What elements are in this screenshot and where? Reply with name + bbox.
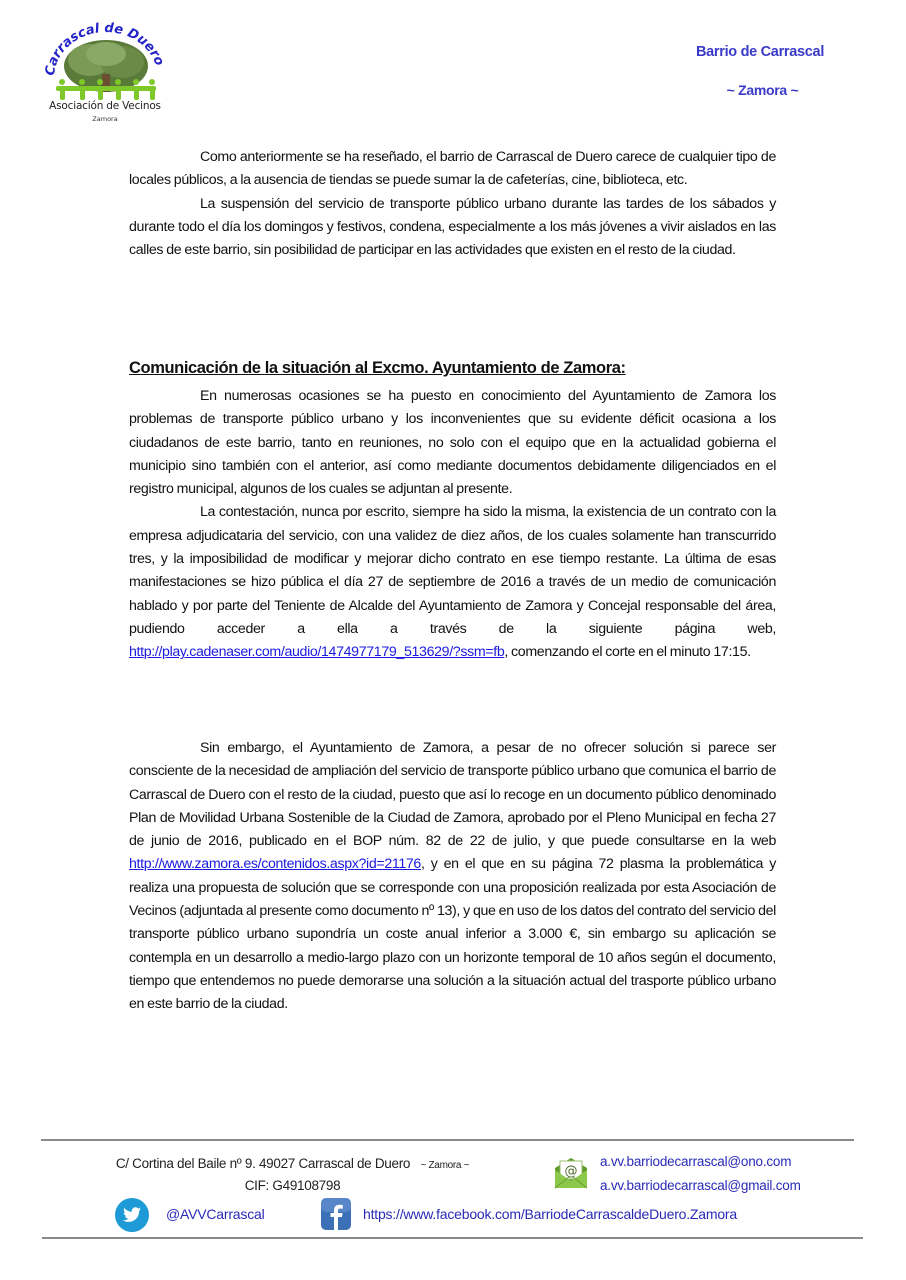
facebook-page-link[interactable]: https://www.facebook.com/BarriodeCarrascaldeDuero.Zamora: [363, 1206, 737, 1222]
paragraph-2-tail: , comenzando el corte en el minuto 17:15.: [504, 644, 751, 661]
email-ono-link[interactable]: a.vv.barriodecarrascal@ono.com: [600, 1154, 792, 1169]
paragraph-3-text: Sin embargo, el Ayuntamiento de Zamora, a pesar de no ofrecer solución si parece ser consciente de la necesidad de ampliación del servicio de transporte público urbano que comunica el barrio de Carrascal de Duero con el resto de la ciudad, puesto que así lo recoge en un documento público denominado Plan de Movilidad Urbana Sostenible de la Ciudad de Zamora, aprobado por el Pleno Municipal en fecha 27 de junio de 2016, publicado en el BOP núm. 82 de 22 de julio, y que puede consultarse en la web: [129, 740, 776, 850]
twitter-handle-link[interactable]: @AVVCarrascal: [166, 1206, 265, 1222]
section-paragraph-3: [129, 737, 776, 1017]
footer-top-rule: [41, 1139, 854, 1141]
footer-bottom-rule: [42, 1237, 863, 1239]
logo-association-name: Asociación de Vecinos: [49, 100, 161, 112]
paragraph-2-text: La contestación, nunca por escrito, siempre ha sido la misma, la existencia de un contrato con la empresa adjudicataria del servicio, con una validez de diez años, de los cuales solamente han transcurrido tres, y la imposibilidad de modificar y mejorar dicho contrato en ese tiempo restante. La última de esas manifestaciones se hizo pública el día 27 de septiembre de 2016 a través de un medio de comunicación hablado y por parte del Teniente de Alcalde del Ayuntamiento de Zamora y Concejal responsable del área, pudiendo acceder a ella a través de la siguiente página web,: [129, 504, 776, 637]
logo-city: Zamora: [92, 115, 118, 123]
paragraph-3-tail: , y en el que en su página 72 plasma la problemática y realiza una propuesta de solución que se corresponde con una proposición realizada por esta Asociación de Vecinos (adjuntada al presente como documento nº 13), y que en uso de los datos del contrato del servicio del transporte público urbano supondría un coste anual inferior a 3.000 €, sin embargo su aplicación se contempla en un desarrollo a medio-largo plazo con un horizonte temporal de 10 años según el documento, tiempo que entendemos no puede demorarse una solución a la situación actual del trasporte público urbano en este barrio de la ciudad.: [129, 856, 776, 1013]
section-paragraph-1: En numerosas ocasiones se ha puesto en conocimiento del Ayuntamiento de Zamora los problemas de transporte público urbano y los inconvenientes que su evidente déficit ocasiona a los ciudadanos de este barrio, tanto en reuniones, no solo con el equipo que en la actualidad gobierna el municipio sino también con el anterior, así como mediante documentos debidamente diligenciados en el registro municipal, algunos de los cuales se adjuntan al presente.: [129, 388, 776, 498]
footer-address: [60, 1154, 525, 1196]
section-paragraph-2: [129, 501, 776, 664]
email-gmail-link[interactable]: a.vv.barriodecarrascal@gmail.com: [600, 1178, 801, 1193]
cadenaser-audio-link[interactable]: http://play.cadenaser.com/audio/1474977179_513629/?ssm=fb: [129, 644, 505, 661]
address-city: ~ Zamora ~: [420, 1160, 470, 1171]
svg-text:@: @: [564, 1164, 578, 1179]
intro-text: [129, 146, 776, 262]
section-body-2: [129, 737, 776, 1017]
cif-number: CIF: G49108798: [244, 1178, 341, 1193]
twitter-icon[interactable]: [115, 1198, 149, 1232]
intro-paragraph-2: La suspensión del servicio de transporte público urbano durante las tardes de los sábados y durante todo el día los domingos y festivos, condena, especialmente a los más jóvenes a vivir aislados en las calles de este barrio, sin posibilidad de participar en las actividades que existen en el resto de la ciudad.: [129, 195, 776, 259]
association-logo: [40, 18, 170, 126]
tree-logo-icon: [40, 18, 170, 108]
address-street: C/ Cortina del Baile nº 9. 49027 Carrascal de Duero: [115, 1156, 411, 1171]
zamora-contenidos-link[interactable]: http://www.zamora.es/contenidos.aspx?id=21176: [129, 856, 421, 873]
header-barrio: Barrio de Carrascal: [695, 44, 825, 60]
facebook-icon[interactable]: [321, 1198, 351, 1230]
section-body: [129, 385, 776, 665]
header-city: ~ Zamora ~: [726, 82, 799, 98]
mail-icon: [553, 1156, 589, 1190]
intro-paragraph-1: Como anteriormente se ha reseñado, el barrio de Carrascal de Duero carece de cualquier tipo de locales públicos, a la ausencia de tiendas se puede sumar la de cafeterías, cine, biblioteca, etc.: [129, 149, 776, 189]
section-title: Comunicación de la situación al Excmo. Ayuntamiento de Zamora:: [129, 359, 626, 377]
svg-text:Carrascal de Duero: Carrascal de Duero: [42, 20, 167, 77]
